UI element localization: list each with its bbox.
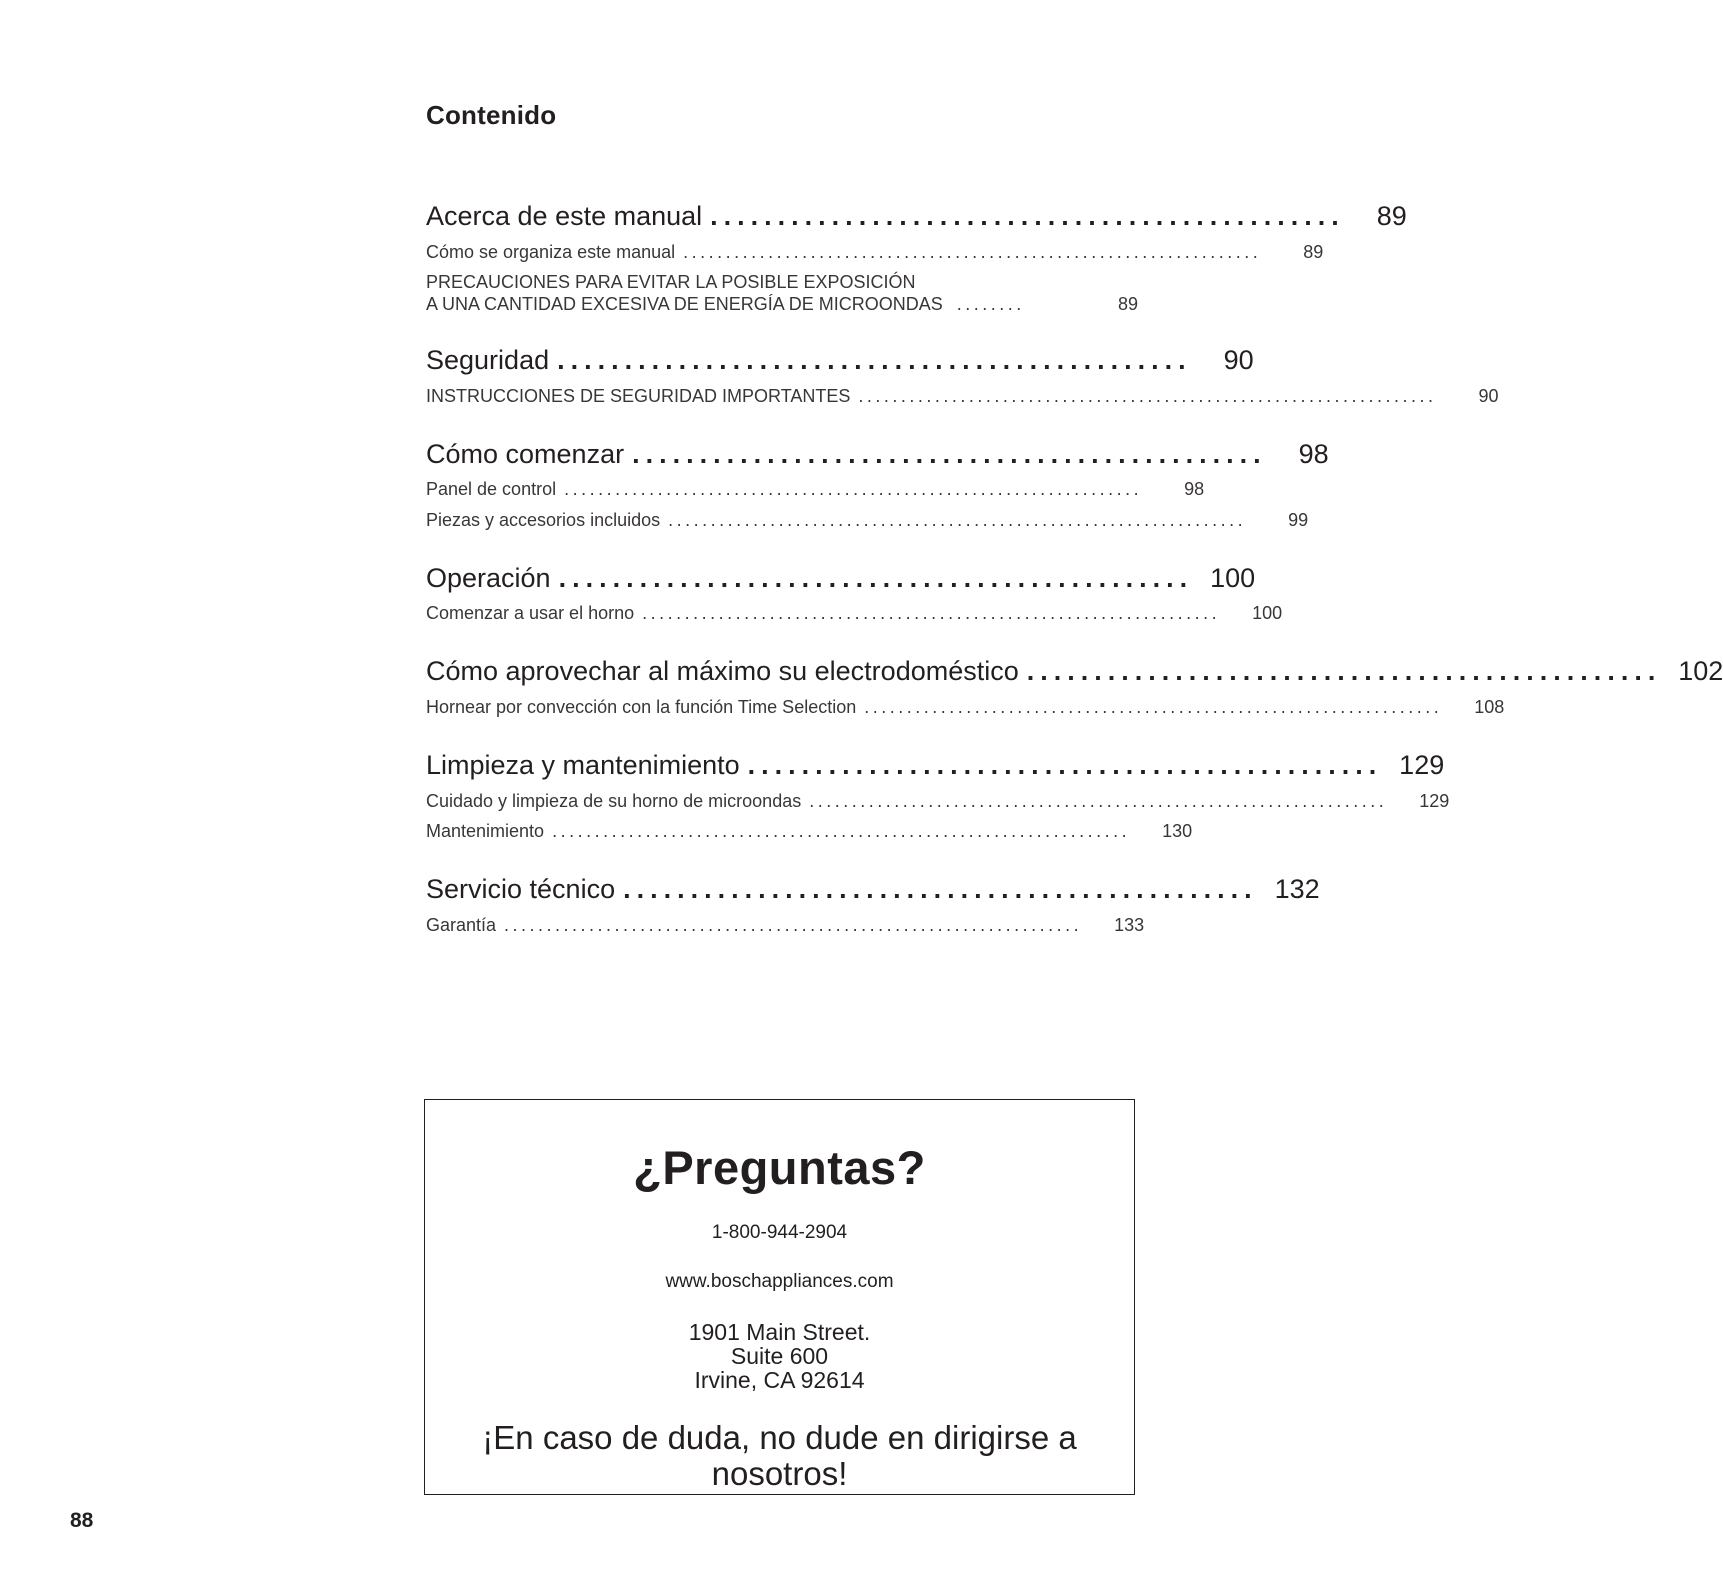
dot-leader: .................................................................... <box>858 386 1437 406</box>
toc-item-page: 98 <box>1184 479 1205 499</box>
contact-tagline: ¡En caso de duda, no dude en dirigirse a nosotros! <box>482 1419 1077 1492</box>
toc-item-page: 89 <box>1303 242 1324 262</box>
toc-section-title: Operación <box>426 563 551 593</box>
toc-item-page: 89 <box>1117 294 1138 314</box>
toc-section-page: 102 <box>1678 656 1723 686</box>
toc-section-limpieza[interactable] <box>426 747 1445 783</box>
toc-heading: Contenido <box>426 100 557 130</box>
toc-item-title: Cuidado y limpieza de su horno de microondas <box>426 791 802 811</box>
dot-leader: ............................................... <box>1026 656 1662 686</box>
toc-item-title-line2: A UNA CANTIDAD EXCESIVA DE ENERGÍA DE MICROONDAS <box>426 294 943 314</box>
toc-item-title-line1: PRECAUCIONES PARA EVITAR LA POSIBLE EXPOSICIÓN <box>426 272 916 292</box>
toc-section-page: 129 <box>1399 750 1445 780</box>
toc-section-acerca[interactable] <box>426 198 1407 234</box>
toc-item-page: 90 <box>1478 386 1499 406</box>
toc-section-title: Cómo comenzar <box>426 439 625 469</box>
toc-item-precauciones[interactable] <box>426 271 1138 315</box>
toc-section-title: Servicio técnico <box>426 874 616 904</box>
dot-leader: ............................................... <box>632 439 1267 469</box>
toc-item-title: Hornear por convección con la función Time Selection <box>426 697 857 717</box>
toc-section-page: 100 <box>1210 563 1256 593</box>
toc-item-page: 100 <box>1252 603 1283 623</box>
toc-item-page: 99 <box>1288 510 1309 530</box>
toc-section-page: 90 <box>1223 345 1254 375</box>
toc-item-page: 129 <box>1419 791 1450 811</box>
dot-leader: ........ <box>956 294 1025 314</box>
toc-item-hornear[interactable] <box>426 695 1505 719</box>
toc-item-title: Panel de control <box>426 479 557 499</box>
toc-item-page: 133 <box>1114 915 1145 935</box>
dot-leader: .................................................................... <box>552 821 1131 841</box>
dot-leader: ............................................... <box>558 563 1194 593</box>
toc-item-page: 108 <box>1474 697 1505 717</box>
toc-item-title: Garantía <box>426 915 497 935</box>
toc-section-title: Acerca de este manual <box>426 201 703 231</box>
dot-leader: .................................................................... <box>564 479 1143 499</box>
dot-leader: .................................................................... <box>504 915 1083 935</box>
toc-item-title: Mantenimiento <box>426 821 545 841</box>
toc-item-panel[interactable] <box>426 477 1205 501</box>
toc-section-comenzar[interactable] <box>426 436 1329 472</box>
toc-section-title: Limpieza y mantenimiento <box>426 750 740 780</box>
toc-item-title: INSTRUCCIONES DE SEGURIDAD IMPORTANTES <box>426 386 851 406</box>
toc-section-title: Seguridad <box>426 345 550 375</box>
contact-title: ¿Preguntas? <box>633 1141 926 1194</box>
address-line-3: Irvine, CA 92614 <box>694 1367 865 1393</box>
toc-item-mantenimiento[interactable] <box>426 819 1193 843</box>
dot-leader: .................................................................... <box>642 603 1221 623</box>
toc-section-aprovechar[interactable] <box>426 653 1723 689</box>
contact-box <box>424 1099 1135 1495</box>
dot-leader: ............................................... <box>557 345 1192 375</box>
toc-item-cuidado[interactable] <box>426 789 1450 813</box>
contact-phone[interactable]: 1-800-944-2904 <box>711 1222 848 1243</box>
toc-section-page: 98 <box>1298 439 1329 469</box>
toc-section-servicio[interactable] <box>426 871 1320 907</box>
toc-item-usar-horno[interactable] <box>426 601 1283 625</box>
address-line-2: Suite 600 <box>730 1343 829 1369</box>
dot-leader: ............................................... <box>623 874 1258 904</box>
contact-website[interactable]: www.boschappliances.com <box>665 1271 894 1292</box>
toc-item-title: Piezas y accesorios incluidos <box>426 510 661 530</box>
dot-leader: .................................................................... <box>864 697 1443 717</box>
toc-section-title: Cómo aprovechar al máximo su electrodoméstico <box>426 656 1019 686</box>
dot-leader: .................................................................... <box>683 242 1262 262</box>
toc-item-piezas[interactable] <box>426 508 1309 532</box>
dot-leader: ............................................... <box>710 201 1345 231</box>
page-number: 88 <box>70 1509 94 1532</box>
toc-section-operacion[interactable] <box>426 560 1256 596</box>
toc-item-instrucciones[interactable] <box>426 384 1499 408</box>
dot-leader: .................................................................... <box>668 510 1247 530</box>
toc-section-page: 89 <box>1376 201 1407 231</box>
toc-section-seguridad[interactable] <box>426 342 1254 378</box>
toc-item-page: 130 <box>1162 821 1193 841</box>
toc-section-page: 132 <box>1274 874 1320 904</box>
toc-item-garantia[interactable] <box>426 913 1145 937</box>
toc-item-title: Comenzar a usar el horno <box>426 603 635 623</box>
toc-item-organiza[interactable] <box>426 240 1324 264</box>
toc-item-title: Cómo se organiza este manual <box>426 242 676 262</box>
dot-leader: .................................................................... <box>809 791 1388 811</box>
contact-address <box>425 1320 1134 1392</box>
address-line-1: 1901 Main Street. <box>688 1319 871 1345</box>
dot-leader: ............................................... <box>747 750 1383 780</box>
